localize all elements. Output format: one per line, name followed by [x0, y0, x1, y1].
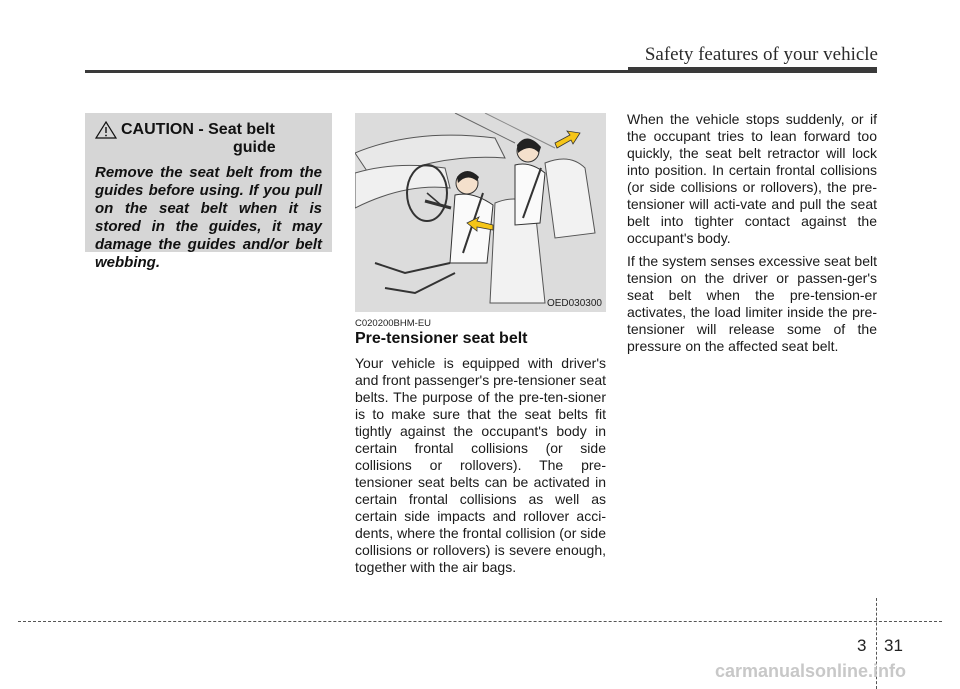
- section-title: Pre-tensioner seat belt: [355, 330, 528, 347]
- warning-triangle-icon: [95, 121, 117, 139]
- header-rule-accent: [628, 67, 877, 73]
- page-header-title: Safety features of your vehicle: [644, 44, 878, 65]
- page-number: 31: [884, 636, 903, 655]
- paragraph-3: If the system senses excessive seat belt tension on the driver or passen-ger's seat belt when the pre-tension-er activates, the load limiter inside the pre-tensioner will release some of the pressure on the affected seat belt.: [627, 253, 877, 354]
- caution-box: [85, 113, 332, 271]
- caution-label: CAUTION: [121, 121, 194, 138]
- figure-code: OED030300: [546, 298, 602, 309]
- paragraph-2: When the vehicle stops suddenly, or if the occupant tries to lean forward too quickly, the seat belt retractor will lock into position. In certain frontal collisions (or side collisions or rollovers), the pre-tensioner will acti-vate and pull the seat belt into tighter contact against the occupant's body.: [627, 111, 877, 246]
- caution-topic-line2: guide: [233, 139, 276, 156]
- seat-belt-illustration: [355, 113, 606, 312]
- column-right: [627, 111, 877, 355]
- caution-body-text: Remove the seat belt from the guides before using. If you pull on the seat belt when it is stored in the guides, it may damage the guides and/or belt webbing.: [95, 164, 322, 271]
- chapter-number: 3: [857, 636, 867, 655]
- caution-topic-line1: - Seat belt: [198, 121, 275, 138]
- caution-heading: [95, 121, 322, 139]
- paragraph-1: Your vehicle is equipped with driver's and front passenger's pre-tensioner seat belts. The purpose of the pre-ten-sioner is to make sure that the seat belts fit tightly against the occupant's body in certain frontal collisions (or side collisions or rollovers). The pre-tensioner seat belts can be activated in certain frontal collisions as well as certain side impacts and rollover acci-dents, where the frontal collision (or side collisions or rollovers) is severe enough, together with the air bags.: [355, 355, 606, 575]
- column-middle: [355, 355, 606, 576]
- car-interior-drawing: [355, 113, 606, 312]
- footer-dashed-rule: [18, 621, 942, 622]
- watermark: carmanualsonline.info: [715, 661, 907, 681]
- section-code: C020200BHM-EU: [355, 318, 432, 329]
